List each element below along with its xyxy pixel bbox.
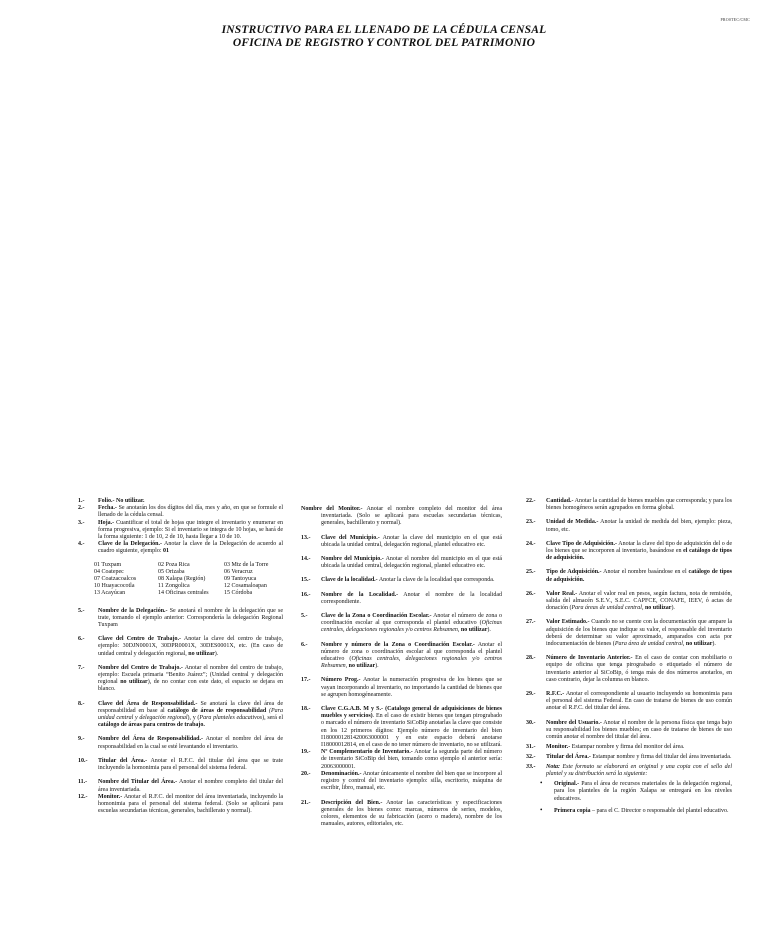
- item-24: 24.- Clave Tipo de Adquisición.- Anotar la clave del tipo de adquisición del o de los bienes que se incorporen al inventario, basándose en el catálogo de tipos de adquisición.: [526, 540, 732, 562]
- item-zone-key: 5.- Clave de la Zona o Coordinación Escolar.- Anotar el número de zona o coordinación escolar al que corresponda el plantel educativo (Oficinas centrales, delegaciones regionales y/o centros Rebsamen, no utilizar).: [301, 613, 502, 634]
- document-code: PRO0TEC/CMC: [720, 17, 750, 22]
- item-11: 11.- Nombre del Titular del Área.- Anotar el nombre completo del titular del área inventariada.: [78, 779, 283, 793]
- title-line-1: INSTRUCTIVO PARA EL LLENADO DE LA CÉDULA CENSAL: [221, 24, 547, 36]
- delegation-cell: 05 Orizaba: [158, 568, 185, 575]
- item-29: 29.- R.F.C.- Anotar el correspondiente al usuario incluyendo su homonimia para el personal del sistema Federal. En caso de tratarse de bienes de uso común anotar el R.F.C. del titular del área.: [526, 691, 732, 712]
- delegation-cell: 14 Oficinas centrales: [158, 590, 209, 597]
- item-13: 13.- Clave del Municipio.- Anotar la clave del municipio en el que está ubicada la unidad central, delegación regional, plantel educativo etc.: [301, 534, 502, 548]
- item-26: 26.- Valor Real.- Anotar el valor real en pesos, según factura, nota de remisión, salida del almacén S.E.V., S.E.C. CAPFCE, CONAFE, IEEV, ó actas de donación (Para áreas de unidad central, no utilizar).: [526, 590, 732, 612]
- bullet-icon: •: [540, 805, 543, 814]
- item-3: 3.- Hoja.- Cuantificar el total de hojas que integre el inventario y enumerar en forma progresiva, ejemplo: Si el inventario se integra de 10 hojas, se hará de la forma siguiente: 1 de 10, 2 de 10, hasta llegar a 10 de 10.: [78, 519, 283, 541]
- item-22: 22.- Cantidad.- Anotar la cantidad de bienes muebles que corresponda; y para los bienes homogéneos serán agrupados en forma global.: [526, 498, 732, 512]
- item-16: 16.- Nombre de la Localidad.- Anotar el nombre de la localidad correspondiente.: [301, 591, 502, 605]
- item-4: 4.- Clave de la Delegación.- Anotar la clave de la Delegación de acuerdo al cuadro siguiente, ejemplo: 01: [78, 541, 284, 555]
- item-15: 15.- Clave de la localidad.- Anotar la clave de la localidad que corresponda.: [301, 577, 495, 584]
- item-27: 27.- Valor Estimado.- Cuando no se cuente con la documentación que ampare la adquisición de los bienes que indique su valor, el responsable del inventario deberá de determinar su valor aproximado, amparados con acta por indocumentación de bienes (Para área de unidad central, no utilizar).: [526, 619, 732, 648]
- item-20: 20.- Denominación.- Anotar únicamente el nombre del bien que se incorpore al registro y control del inventario ejemplo: silla, escritorio, máquina de escribir, libro, manual, etc.: [301, 770, 502, 792]
- item-monitor-name: Nombre del Monitor.- Anotar el nombre completo del monitor del área inventariada. (Solo se aplicará para escuelas secundarias técnicas, generales, bachillerato y normal).: [301, 506, 502, 527]
- item-28: 28.- Número de Inventario Anterior.- En el caso de contar con mobiliario o equipo de oficina que tenga pirograbado o etiquetado el número de inventario anterior al SiCoBip, ó tenga más de dos números anotarlos, en caso contrario, dejar la columna en blanco.: [526, 655, 732, 683]
- item-31: 31.- Monitor.- Estampar nombre y firma del monitor del área.: [526, 744, 685, 751]
- delegation-cell: 08 Xalapa (Región): [158, 576, 206, 583]
- item-note: 33.- Nota: Este formato se elaborará en original y una copia con el sello del plantel y su distribución será la siguiente:: [526, 763, 732, 777]
- item-zone-name: 6.- Nombre y número de la Zona o Coordinación Escolar.- Anotar el número de zona o coordinación escolar al que corresponda el plantel educativo (Oficinas centrales, delegaciones regionales y/o centros Rebsamen, no utilizar).: [301, 641, 502, 670]
- delegation-cell: 03 Mtz de la Torre: [224, 561, 269, 568]
- item-2: 2.- Fecha.- Se anotarán los dos dígitos del día, mes y año, en que se formule el llenado de la cédula censal.: [78, 505, 283, 519]
- column-2: [301, 506, 502, 835]
- delegation-cell: 12 Cosamaloapan: [224, 583, 267, 590]
- bullet-icon: •: [540, 779, 543, 788]
- item-1: 1.- Folio.- No utilizar.: [78, 498, 145, 504]
- item-9: 9.- Nombre del Área de Responsabilidad.- Anotar el nombre del área de responsabilidad en la cual se esté levantando el inventario.: [78, 736, 283, 750]
- column-1: [78, 498, 283, 822]
- item-12: 12.- Monitor.- Anotar el R.F.C. del monitor del área inventariada, incluyendo la homonimia para el personal del sistema federal. (Solo se aplicará para escuelas secundarias técnicas, generales, bachillerato y normal).: [78, 793, 283, 815]
- item-25: 25.- Tipo de Adquisición.- Anotar el nombre basándose en el catálogo de tipos de adquisición.: [526, 569, 733, 583]
- item-7: 7.- Nombre del Centro de Trabajo.- Anotar el nombre del centro de trabajo, ejemplo: Escuela primaria “Benito Juárez”; (Unidad central y delegación regional no utilizar), de no contar con este dato, el espacio se dejara en blanco.: [78, 664, 283, 693]
- delegation-cell: 07 Coatzacoalcos: [94, 576, 137, 583]
- delegation-table: [94, 562, 283, 598]
- delegation-cell: 11 Zongolica: [158, 583, 190, 590]
- item-17: 17.- Número Prog.- Anotar la numeración progresiva de los bienes que se vayan incorporando al inventario, no importando la cantidad de bienes que se agrupen homogéneamente.: [301, 677, 502, 698]
- item-21: 21.- Descripción del Bien.- Anotar las características y especificaciones generales de los bienes como: marcas, números de series, modelos, colores, elementos de su fabricación (acero o madera), nombre de los manuales, autores, editoriales, etc.: [301, 799, 502, 828]
- item-32: 32.- Titular del Área.- Estampar nombre y firma del titular del área inventariada.: [526, 754, 732, 761]
- item-18: 18.- Clave C.G.A.B. M y S.- (Catalogo general de adquisiciones de bienes muebles y servicios). En el caso de existir bienes que tengan pirograbado o marcado el número de inventario SiCoBip anotarlas la clave que consiste en los 12 primeros dígitos: Ejemplo número de inventario del bien I1800001281420063000001 y en este espacio deberá anotarse I18000012814, en el caso de no tener número de inventario, no se utilizará.: [301, 706, 502, 749]
- item-10: 10.- Titular del Área.- Anotar el R.F.C. del titular del área que se trate incluyendo la homonimia para el personal del sistema federal.: [78, 757, 283, 772]
- column-3: [526, 498, 732, 815]
- item-30: 30.- Nombre del Usuario.- Anotar el nombre de la persona física que tenga bajo su responsabilidad los bienes muebles; en caso de tratarse de bienes de uso común anotar el nombre del titular del área.: [526, 719, 732, 741]
- delegation-cell: 06 Veracruz: [224, 568, 253, 575]
- delegation-cell: 04 Coatepec: [94, 568, 124, 575]
- delegation-cell: 10 Huayacocotla: [94, 583, 135, 590]
- item-8: 8.- Clave del Área de Responsabilidad.- Se anotará la clave del área de responsabilidad en base al catálogo de áreas de responsabilidad (Para unidad central y delegación regional), y (Para planteles educativos), será el catálogo de áreas para centros de trabajo.: [78, 700, 284, 729]
- document-title: [0, 24, 768, 50]
- item-6: 6.- Clave del Centro de Trabajo.- Anotar la clave del centro de trabajo, ejemplo: 30DJN0001X, 30DPR0001X, 30DES0001X, etc. (En caso de unidad central y delegación regional, no utilizar).: [78, 636, 283, 657]
- delegation-cell: 15 Córdoba: [224, 590, 253, 597]
- item-14: 14.- Nombre del Municipio.- Anotar el nombre del municipio en el que está ubicada la unidad central, delegación regional, plantel educativo etc.: [301, 556, 502, 570]
- delegation-cell: 13 Acayúcan: [94, 590, 126, 597]
- bullet-first-copy: • Primera copia – para el C. Director o responsable del plantel educativo.: [540, 805, 729, 814]
- title-line-2: OFICINA DE REGISTRO Y CONTROL DEL PATRIMONIO: [232, 37, 536, 49]
- delegation-cell: 09 Tantoyuca: [224, 576, 257, 583]
- item-23: 23.- Unidad de Medida.- Anotar la unidad de medida del bien, ejemplo: pieza, tomo, etc.: [526, 519, 733, 533]
- item-19: 19.- Nº Complementario de Inventario.- Anotar la segunda parte del número de inventario SiCoBip del bien, tomando como ejemplo el anterior sería: 20063000001.: [301, 749, 502, 770]
- delegation-cell: 02 Poza Rica: [158, 561, 190, 568]
- delegation-cell: 01 Tuxpam: [94, 561, 122, 568]
- item-5: 5.- Nombre de la Delegación.- Se anotará el nombre de la delegación que se trate, tomando el ejemplo anterior: Correspondería la delegación Regional Tuxpam: [78, 607, 284, 629]
- bullet-original: • Original.- Para el área de recursos materiales de la delegación regional, para los planteles de la región Xalapa se entregará en los niveles educativos.: [540, 779, 732, 802]
